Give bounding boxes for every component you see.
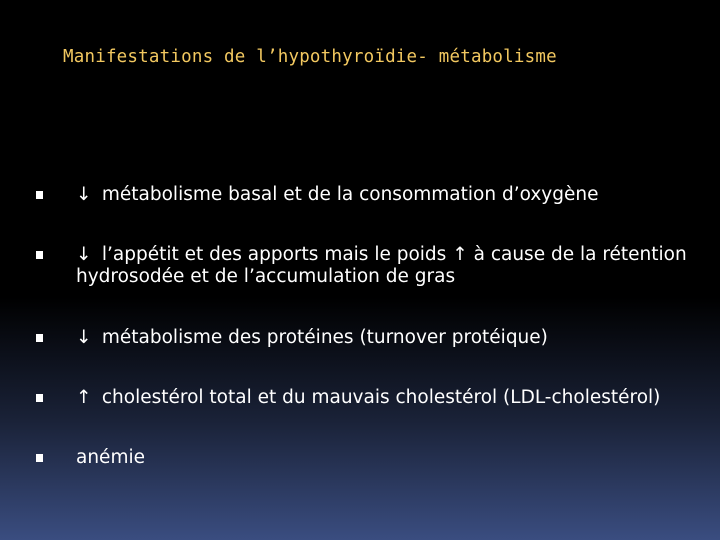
bullet-square-icon xyxy=(36,191,43,199)
bullet-text: ↓ métabolisme basal et de la consommation d’oxygène xyxy=(76,184,599,205)
bullet-square-icon xyxy=(36,251,43,259)
bullet-text: ↑ cholestérol total et du mauvais cholestérol (LDL-cholestérol) xyxy=(76,387,661,408)
up-arrow-icon: ↑ xyxy=(76,387,92,408)
bullet-square-icon xyxy=(36,394,43,402)
bullet-square-icon xyxy=(36,334,43,342)
bullet-text: ↓ métabolisme des protéines (turnover protéique) xyxy=(76,327,548,348)
down-arrow-icon: ↓ xyxy=(76,327,92,348)
bullet-text: anémie xyxy=(76,447,145,468)
bullet-square-icon xyxy=(36,454,43,462)
bullet-text: ↓ l’appétit et des apports mais le poids ↑ à cause de la rétention hydrosodée et de l’accumulation de gras xyxy=(76,244,687,287)
slide-title: Manifestations de l’hypothyroïdie- métabolisme xyxy=(63,47,557,67)
down-arrow-icon: ↓ xyxy=(76,184,92,205)
up-arrow-icon: ↑ xyxy=(452,244,468,265)
down-arrow-icon: ↓ xyxy=(76,244,92,265)
